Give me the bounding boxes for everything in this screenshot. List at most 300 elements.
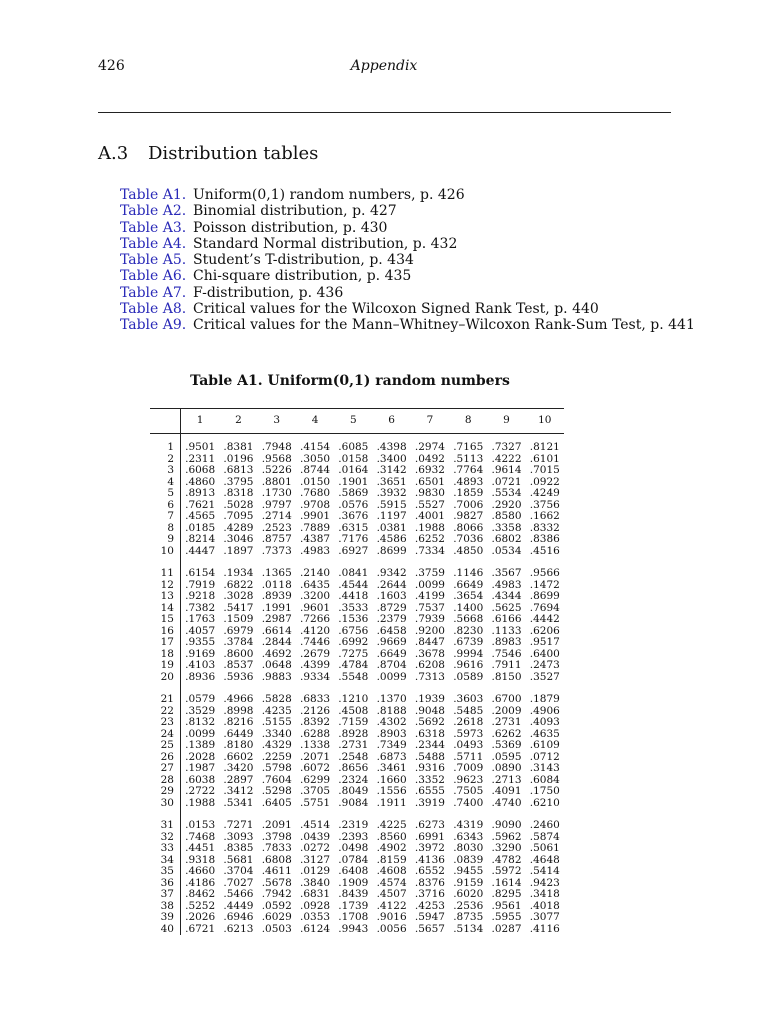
table-cell: .8936 (185, 670, 216, 683)
table-cell: .5625 (491, 601, 522, 614)
table-cell: .5226 (261, 464, 292, 476)
table-cell: .4116 (529, 922, 560, 935)
table-row (150, 798, 564, 810)
table-cell: .9830 (414, 487, 445, 499)
table-cell: .4860 (185, 475, 216, 488)
table-cell: .4635 (529, 727, 560, 740)
table-cell: .6213 (223, 922, 254, 935)
table-cell: .8121 (529, 441, 560, 453)
row-label: 13 (150, 591, 181, 603)
table-cell: .8180 (223, 739, 254, 751)
table-cell: .3418 (529, 888, 560, 900)
toc-text: Standard Normal distribution, p. 432 (193, 235, 458, 252)
table-cell: .2548 (338, 750, 369, 763)
row-label: 11 (150, 568, 181, 580)
table-cell: .2140 (300, 567, 331, 579)
table-cell: .1897 (223, 544, 254, 557)
table-cell: .4399 (300, 659, 331, 671)
table-cell: .4344 (491, 590, 522, 602)
table-row (150, 786, 564, 798)
table-cell: .2536 (453, 899, 484, 912)
column-header: 3 (258, 409, 296, 434)
table-cell: .8744 (300, 464, 331, 476)
table-cell: .4507 (376, 888, 407, 900)
table-cell: .7446 (300, 636, 331, 648)
toc-link[interactable]: Table A4. (120, 235, 187, 252)
table-cell: .4692 (261, 647, 292, 660)
table-cell: .8214 (185, 533, 216, 545)
table-cell: .6085 (338, 441, 369, 453)
table-cell: .8537 (223, 659, 254, 671)
toc-text: Critical values for the Mann–Whitney–Wilcoxon Rank-Sum Test, p. 441 (193, 317, 695, 334)
table-cell: .7349 (376, 739, 407, 751)
toc-text: F-distribution, p. 436 (193, 284, 344, 301)
table-cell: .3603 (453, 693, 484, 705)
table-cell: .8392 (300, 716, 331, 728)
table-cell: .4850 (453, 544, 484, 557)
table-cell: .7694 (529, 601, 560, 614)
table-cell: .4093 (529, 716, 560, 728)
table-cell: .8439 (338, 888, 369, 900)
table-cell: .4648 (529, 853, 560, 866)
table-row (150, 568, 564, 580)
row-label: 18 (150, 649, 181, 661)
table-cell: .0056 (376, 922, 407, 935)
table-cell: .9568 (261, 452, 292, 465)
table-cell: .7621 (185, 498, 216, 511)
table-cell: .1934 (223, 567, 254, 579)
table-cell: .4398 (376, 441, 407, 453)
table-cell: .2393 (338, 830, 369, 843)
table-cell: .1911 (376, 796, 407, 809)
table-cell: .9200 (414, 624, 445, 637)
table-cell: .2026 (185, 911, 216, 923)
table-cell: .7165 (453, 441, 484, 453)
table-cell: .1991 (261, 601, 292, 614)
table-cell: .3046 (223, 533, 254, 545)
table-cell: .8699 (529, 590, 560, 602)
table-cell: .7009 (453, 762, 484, 774)
table-cell: .6400 (529, 647, 560, 660)
table-cell: .6068 (185, 464, 216, 476)
table-title: Table A1. Uniform(0,1) random numbers (190, 373, 510, 389)
table-cell: .9342 (376, 567, 407, 579)
table-cell: .1472 (529, 578, 560, 591)
table-cell: .6649 (453, 578, 484, 591)
table-cell: .3077 (529, 911, 560, 923)
table-row (150, 763, 564, 775)
table-cell: .9943 (338, 922, 369, 935)
table-cell: .8066 (453, 521, 484, 534)
table-cell: .0576 (338, 498, 369, 511)
table-cell: .7176 (338, 533, 369, 545)
table-cell: .9994 (453, 647, 484, 660)
table-cell: .5668 (453, 613, 484, 625)
table-row (150, 442, 564, 454)
table-cell: .6802 (491, 533, 522, 545)
table-cell: .8332 (529, 521, 560, 534)
table-cell: .4057 (185, 624, 216, 637)
table-cell: .1879 (529, 693, 560, 705)
table-cell: .1988 (414, 521, 445, 534)
column-header: 1 (181, 409, 220, 434)
table-cell: .1763 (185, 613, 216, 625)
table-cell: .3290 (491, 842, 522, 854)
table-cell: .5548 (338, 670, 369, 683)
table-cell: .5028 (223, 498, 254, 511)
table-cell: .6029 (261, 911, 292, 923)
table-cell: .0839 (453, 853, 484, 866)
table-cell: .8983 (491, 636, 522, 648)
table-cell: .4574 (376, 876, 407, 889)
table-cell: .8699 (376, 544, 407, 557)
row-label: 27 (150, 763, 181, 775)
table-cell: .4611 (261, 865, 292, 877)
toc-link[interactable]: Table A6. (120, 268, 187, 285)
table-cell: .6262 (491, 727, 522, 740)
table-cell: .3358 (491, 521, 522, 534)
table-cell: .8295 (491, 888, 522, 900)
table-cell: .4544 (338, 578, 369, 591)
table-row (150, 924, 564, 936)
table-cell: .5711 (453, 750, 484, 763)
table-cell: .4508 (338, 704, 369, 717)
toc-link[interactable]: Table A7. (120, 284, 187, 301)
table-cell: .0841 (338, 567, 369, 579)
table-cell: .0721 (491, 475, 522, 488)
table-cell: .2987 (261, 613, 292, 625)
table-cell: .0498 (338, 842, 369, 854)
table-cell: .8580 (491, 510, 522, 522)
table-cell: .7015 (529, 464, 560, 476)
table-cell: .7604 (261, 773, 292, 786)
table-cell: .8188 (376, 704, 407, 717)
table-cell: .2618 (453, 716, 484, 728)
table-cell: .4418 (338, 590, 369, 602)
table-cell: .1939 (414, 693, 445, 705)
table-cell: .9561 (491, 899, 522, 912)
table-cell: .0589 (453, 670, 484, 683)
table-cell: .9218 (185, 590, 216, 602)
table-cell: .4186 (185, 876, 216, 889)
row-label: 20 (150, 672, 181, 684)
table-cell: .2897 (223, 773, 254, 786)
table-cell: .5692 (414, 716, 445, 728)
table-cell: .4586 (376, 533, 407, 545)
table-cell: .4103 (185, 659, 216, 671)
table-cell: .4154 (300, 441, 331, 453)
section-title (98, 143, 318, 164)
table-cell: .3527 (529, 670, 560, 683)
table-cell: .1909 (338, 876, 369, 889)
table-cell: .3567 (491, 567, 522, 579)
table-cell: .9616 (453, 659, 484, 671)
table-cell: .4302 (376, 716, 407, 728)
table-cell: .1901 (338, 475, 369, 488)
table-row (150, 820, 564, 832)
table-cell: .5962 (491, 830, 522, 843)
table-cell: .6932 (414, 464, 445, 476)
table-cell: .8560 (376, 830, 407, 843)
toc-link[interactable]: Table A1. (120, 187, 187, 203)
table-row (150, 591, 564, 603)
table-cell: .8216 (223, 716, 254, 728)
column-header: 9 (487, 409, 525, 434)
table-cell: .6813 (223, 464, 254, 476)
table-row (150, 488, 564, 500)
table-cell: .6166 (491, 613, 522, 625)
table-cell: .5527 (414, 498, 445, 511)
table-cell: .4289 (223, 521, 254, 534)
table-row (150, 843, 564, 855)
table-cell: .0579 (185, 693, 216, 705)
table-cell: .1614 (491, 876, 522, 889)
table-cell: .5113 (453, 452, 484, 465)
table-cell: .3420 (223, 762, 254, 774)
table-cell: .3143 (529, 762, 560, 774)
table-cell: .7266 (300, 613, 331, 625)
table-cell: .4136 (414, 853, 445, 866)
row-label: 8 (150, 523, 181, 535)
table-cell: .6721 (185, 922, 216, 935)
table-cell: .2844 (261, 636, 292, 648)
table-cell: .6700 (491, 693, 522, 705)
table-cell: .9016 (376, 911, 407, 923)
table-cell: .4893 (453, 475, 484, 488)
table-cell: .8462 (185, 888, 216, 900)
table-cell: .4449 (223, 899, 254, 912)
table-cell: .8903 (376, 727, 407, 740)
table-cell: .2324 (338, 773, 369, 786)
table-cell: .0185 (185, 521, 216, 534)
row-label: 37 (150, 889, 181, 901)
table-cell: .4784 (338, 659, 369, 671)
table-cell: .9455 (453, 865, 484, 877)
table-cell: .3756 (529, 498, 560, 511)
table-cell: .0592 (261, 899, 292, 912)
table-cell: .9501 (185, 441, 216, 453)
table-cell: .7027 (223, 876, 254, 889)
table-cell: .1146 (453, 567, 484, 579)
toc-item (120, 301, 695, 317)
table-row (150, 637, 564, 649)
table-cell: .0099 (414, 578, 445, 591)
table-cell: .1556 (376, 785, 407, 797)
table-cell: .3461 (376, 762, 407, 774)
table-cell: .5955 (491, 911, 522, 923)
table-cell: .5973 (453, 727, 484, 740)
table-cell: .6252 (414, 533, 445, 545)
table-cell: .4608 (376, 865, 407, 877)
table-cell: .1739 (338, 899, 369, 912)
corner-cell (150, 409, 181, 434)
table-cell: .5417 (223, 601, 254, 614)
toc-text: Uniform(0,1) random numbers, p. 426 (193, 187, 465, 203)
toc-link[interactable]: Table A8. (120, 301, 187, 318)
table-cell: .5534 (491, 487, 522, 499)
table-cell: .5678 (261, 876, 292, 889)
running-head: Appendix (350, 58, 418, 74)
row-label: 10 (150, 546, 181, 558)
table-cell: .8376 (414, 876, 445, 889)
table-cell: .4235 (261, 704, 292, 717)
table-cell: .7313 (414, 670, 445, 683)
toc-text: Chi-square distribution, p. 435 (193, 268, 412, 285)
table-row (150, 889, 564, 901)
section-number: A.3 (98, 143, 129, 164)
table-cell: .3400 (376, 452, 407, 465)
toc-link[interactable]: Table A3. (120, 219, 187, 236)
header-rule (98, 112, 671, 113)
toc-item (120, 236, 695, 252)
table-cell: .3919 (414, 796, 445, 809)
table-cell: .6435 (300, 578, 331, 591)
table-cell: .7942 (261, 888, 292, 900)
table-cell: .9623 (453, 773, 484, 786)
table-list (120, 187, 695, 334)
table-cell: .6109 (529, 739, 560, 751)
row-label: 14 (150, 603, 181, 615)
table-cell: .0928 (300, 899, 331, 912)
table-cell: .5252 (185, 899, 216, 912)
table-cell: .0712 (529, 750, 560, 763)
row-label: 9 (150, 534, 181, 546)
toc-item (120, 220, 695, 236)
table-cell: .4120 (300, 624, 331, 637)
table-cell: .0118 (261, 578, 292, 591)
table-cell: .3529 (185, 704, 216, 717)
row-label: 19 (150, 660, 181, 672)
row-label: 28 (150, 775, 181, 787)
table-cell: .6649 (376, 647, 407, 660)
table-cell: .9517 (529, 636, 560, 648)
table-cell: .4447 (185, 544, 216, 557)
row-label: 31 (150, 820, 181, 832)
table-cell: .3340 (261, 727, 292, 740)
table-cell: .3840 (300, 876, 331, 889)
table-row (150, 912, 564, 924)
table-cell: .3093 (223, 830, 254, 843)
table-cell: .6833 (300, 693, 331, 705)
row-label: 1 (150, 442, 181, 454)
row-label: 7 (150, 511, 181, 523)
row-label: 5 (150, 488, 181, 500)
table-cell: .6991 (414, 830, 445, 843)
table-cell: .1389 (185, 739, 216, 751)
table-cell: .6946 (223, 911, 254, 923)
table-cell: .6458 (376, 624, 407, 637)
row-label: 23 (150, 717, 181, 729)
table-cell: .0353 (300, 911, 331, 923)
row-label: 40 (150, 924, 181, 936)
table-cell: .4740 (491, 796, 522, 809)
table-cell: .3784 (223, 636, 254, 648)
table-cell: .1708 (338, 911, 369, 923)
table-cell: .4091 (491, 785, 522, 797)
table-cell: .5828 (261, 693, 292, 705)
table-cell: .4565 (185, 510, 216, 522)
table-cell: .9334 (300, 670, 331, 683)
row-label: 36 (150, 878, 181, 890)
toc-item (120, 285, 695, 301)
column-header: 2 (219, 409, 257, 434)
toc-text: Binomial distribution, p. 427 (193, 203, 397, 220)
table-cell: .2714 (261, 510, 292, 522)
table-row (150, 660, 564, 672)
table-cell: .8030 (453, 842, 484, 854)
table-cell: .3705 (300, 785, 331, 797)
table-cell: .0439 (300, 830, 331, 843)
table-cell: .3127 (300, 853, 331, 866)
table-cell: .3028 (223, 590, 254, 602)
toc-item (120, 252, 695, 268)
table-cell: .0158 (338, 452, 369, 465)
table-cell: .8150 (491, 670, 522, 683)
column-header: 6 (372, 409, 410, 434)
table-cell: .5485 (453, 704, 484, 717)
table-cell: .5341 (223, 796, 254, 809)
table-cell: .0099 (185, 727, 216, 740)
table-cell: .1338 (300, 739, 331, 751)
table-cell: .6602 (223, 750, 254, 763)
table-cell: .0272 (300, 842, 331, 854)
table-cell: .9084 (338, 796, 369, 809)
table-cell: .0492 (414, 452, 445, 465)
table-cell: .4249 (529, 487, 560, 499)
table-cell: .7159 (338, 716, 369, 728)
row-label: 16 (150, 626, 181, 638)
row-label: 6 (150, 500, 181, 512)
row-label: 39 (150, 912, 181, 924)
table-cell: .9566 (529, 567, 560, 579)
table-cell: .6318 (414, 727, 445, 740)
table-cell: .1400 (453, 601, 484, 614)
toc-link[interactable]: Table A2. (120, 203, 187, 220)
table-cell: .5915 (376, 498, 407, 511)
table-cell: .9708 (300, 498, 331, 511)
table-cell: .8656 (338, 762, 369, 774)
table-cell: .0153 (185, 819, 216, 831)
table-cell: .6449 (223, 727, 254, 740)
table-cell: .6020 (453, 888, 484, 900)
toc-link[interactable]: Table A5. (120, 252, 187, 269)
table-cell: .7468 (185, 830, 216, 843)
table-cell: .3678 (414, 647, 445, 660)
table-cell: .9169 (185, 647, 216, 660)
row-label: 25 (150, 740, 181, 752)
table-cell: .2379 (376, 613, 407, 625)
table-cell: .4442 (529, 613, 560, 625)
table-row (150, 694, 564, 706)
row-label: 33 (150, 843, 181, 855)
table-cell: .0164 (338, 464, 369, 476)
table-cell: .1197 (376, 510, 407, 522)
table-row (150, 672, 564, 684)
row-label: 4 (150, 477, 181, 489)
table-cell: .4319 (453, 819, 484, 831)
table-cell: .8386 (529, 533, 560, 545)
table-cell: .8939 (261, 590, 292, 602)
table-cell: .6822 (223, 578, 254, 591)
table-cell: .1730 (261, 487, 292, 499)
table-cell: .8318 (223, 487, 254, 499)
toc-link[interactable]: Table A9. (120, 317, 187, 334)
table-cell: .6084 (529, 773, 560, 786)
row-label: 15 (150, 614, 181, 626)
table-cell: .3651 (376, 475, 407, 488)
table-cell: .6979 (223, 624, 254, 637)
table-cell: .3798 (261, 830, 292, 843)
